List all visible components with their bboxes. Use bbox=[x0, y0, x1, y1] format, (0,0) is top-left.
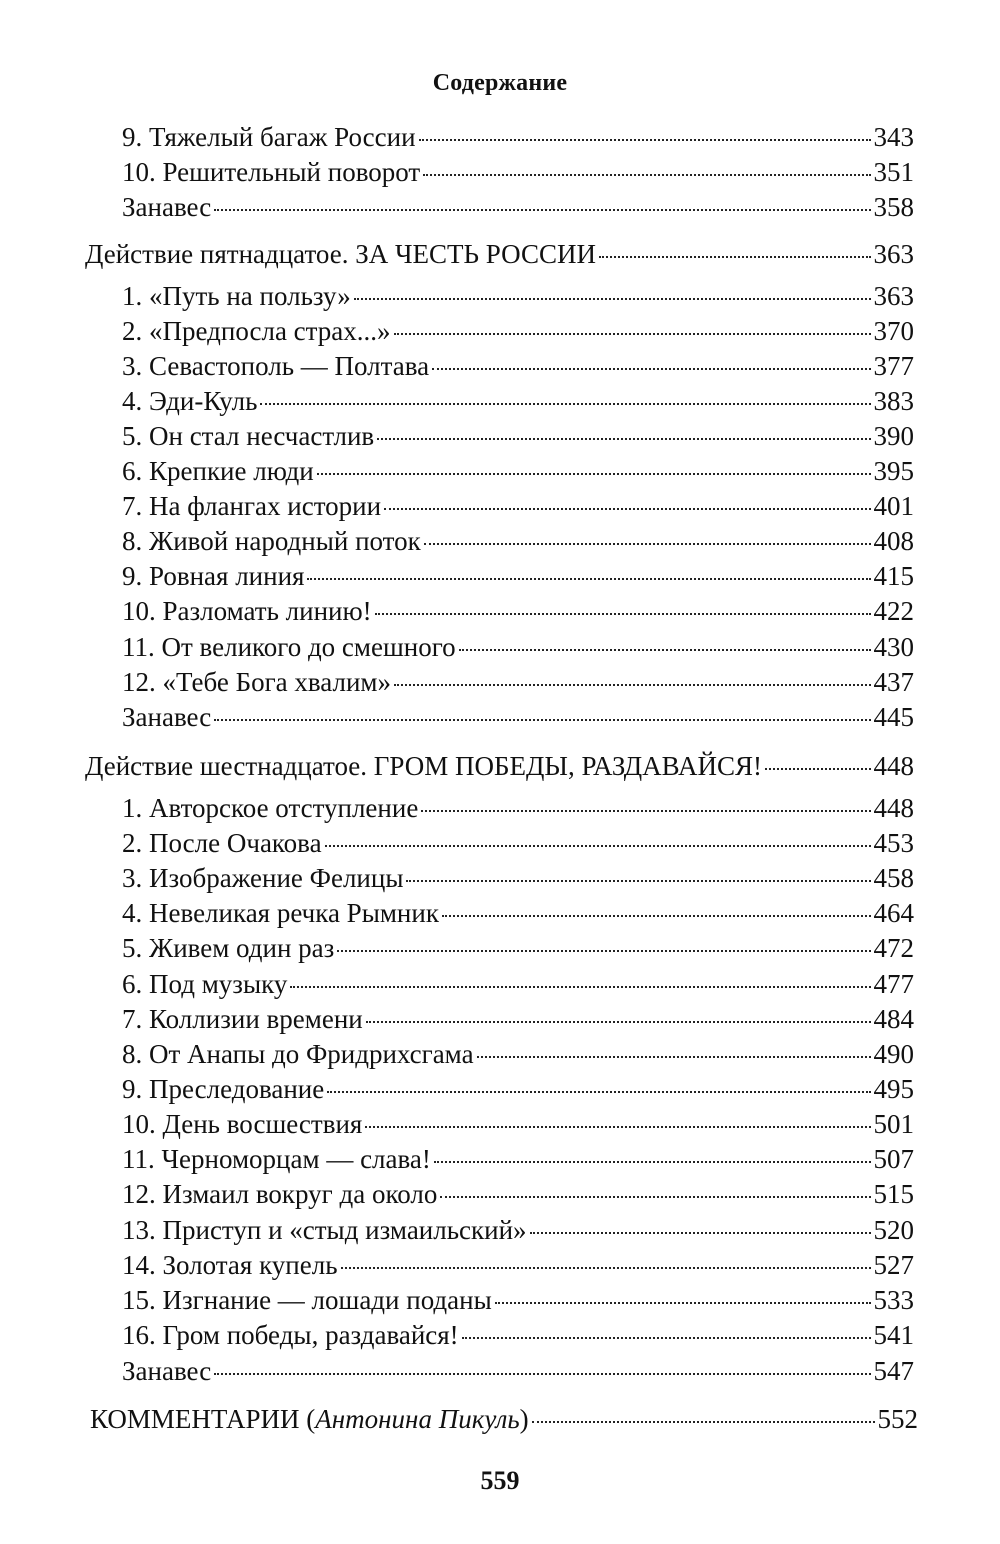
toc-entry-title: 1. «Путь на пользу» bbox=[122, 281, 351, 311]
toc-entry-title: 6. Под музыку bbox=[122, 969, 288, 999]
dot-leader bbox=[377, 437, 870, 440]
toc-entry-page: 358 bbox=[873, 192, 914, 222]
toc-entry-title: 14. Золотая купель bbox=[122, 1250, 338, 1280]
toc-entry-title: 1. Авторское отступление bbox=[122, 793, 419, 823]
toc-entry-page: 527 bbox=[873, 1250, 914, 1280]
toc-entry-title: 10. Решительный поворот bbox=[122, 157, 421, 187]
toc-entry-title: 12. Измаил вокруг да около bbox=[122, 1179, 438, 1209]
dot-leader bbox=[354, 297, 871, 300]
toc-entry bbox=[122, 314, 914, 348]
toc-entry-page: 453 bbox=[873, 828, 914, 858]
toc-entry-page: 484 bbox=[873, 1004, 914, 1034]
toc-entry bbox=[122, 559, 914, 593]
toc-entry-title: 13. Приступ и «стыд измаильский» bbox=[122, 1215, 527, 1245]
toc-entry bbox=[122, 155, 914, 189]
toc-entry-page: 401 bbox=[873, 491, 914, 521]
toc-entry bbox=[122, 1072, 914, 1106]
dot-leader bbox=[327, 1090, 870, 1093]
toc-entry-title: 5. Он стал несчастлив bbox=[122, 421, 375, 451]
dot-leader bbox=[442, 914, 871, 917]
toc-entry-page: 445 bbox=[873, 702, 914, 732]
toc-entry bbox=[122, 1107, 914, 1141]
toc-entry-title: 7. Коллизии времени bbox=[122, 1004, 363, 1034]
toc-entry-title: 9. Преследование bbox=[122, 1074, 325, 1104]
dot-leader bbox=[477, 1055, 871, 1058]
toc-entry-title: Занавес bbox=[122, 1356, 212, 1386]
toc-entry-title: 2. «Предпосла страх...» bbox=[122, 316, 391, 346]
toc-entry bbox=[122, 190, 914, 224]
toc-entry-page: 501 bbox=[873, 1109, 914, 1139]
page-number: 559 bbox=[480, 1466, 520, 1495]
dot-leader bbox=[495, 1301, 871, 1304]
toc-entry-title: 3. Изображение Фелицы bbox=[122, 863, 404, 893]
toc-entry bbox=[122, 1354, 914, 1388]
toc-entry-page: 437 bbox=[873, 667, 914, 697]
toc-entry-title: 6. Крепкие люди bbox=[122, 456, 314, 486]
toc-entry-page: 533 bbox=[873, 1285, 914, 1315]
toc-entry-page: 415 bbox=[873, 561, 914, 591]
running-head-title: Содержание bbox=[432, 70, 568, 96]
dot-leader bbox=[366, 1020, 871, 1023]
toc-entry-title: 4. Эди-Куль bbox=[122, 386, 258, 416]
dot-leader bbox=[384, 507, 870, 510]
toc-entry-title: 8. Живой народный поток bbox=[122, 526, 421, 556]
dot-leader bbox=[394, 332, 871, 335]
toc-entry bbox=[122, 489, 914, 523]
toc-entry-author: Антонина Пикуль bbox=[315, 1404, 520, 1434]
toc-entry bbox=[122, 454, 914, 488]
dot-leader bbox=[260, 402, 870, 405]
dot-leader bbox=[214, 718, 870, 721]
toc-entry bbox=[122, 279, 914, 313]
toc-entry-page: 547 bbox=[873, 1356, 914, 1386]
toc-entry bbox=[122, 967, 914, 1001]
toc-entry bbox=[122, 665, 914, 699]
toc-entry-title: 4. Невеликая речка Рымник bbox=[122, 898, 439, 928]
toc-entry-page: 448 bbox=[873, 793, 914, 823]
toc-entry-title: 7. На флангах истории bbox=[122, 491, 382, 521]
toc-entry-page: 458 bbox=[873, 863, 914, 893]
dot-leader bbox=[459, 648, 871, 651]
toc-entry-title: 10. День восшествия bbox=[122, 1109, 363, 1139]
toc-entry bbox=[122, 1318, 914, 1352]
dot-leader bbox=[214, 208, 870, 211]
toc-entry-page: 363 bbox=[873, 239, 914, 269]
toc-entry bbox=[122, 524, 914, 558]
toc-entry-title: 8. От Анапы до Фридрихсгама bbox=[122, 1039, 474, 1069]
dot-leader bbox=[337, 949, 870, 952]
toc-entry bbox=[122, 1142, 914, 1176]
toc-entry-page: 363 bbox=[873, 281, 914, 311]
dot-leader bbox=[317, 472, 871, 475]
toc-entry-page: 351 bbox=[873, 157, 914, 187]
dot-leader bbox=[341, 1266, 871, 1269]
toc-entry-title: Действие шестнадцатое. ГРОМ ПОБЕДЫ, РАЗДАВАЙСЯ! bbox=[85, 751, 762, 781]
toc-entry bbox=[122, 384, 914, 418]
toc-entry bbox=[122, 1248, 914, 1282]
toc-entry bbox=[122, 630, 914, 664]
toc-entry bbox=[122, 931, 914, 965]
dot-leader bbox=[419, 138, 871, 141]
toc-entry-page: 520 bbox=[873, 1215, 914, 1245]
toc-entry-title: 3. Севастополь — Полтава bbox=[122, 351, 430, 381]
toc-part-heading bbox=[85, 237, 914, 271]
toc-entry bbox=[122, 349, 914, 383]
dot-leader bbox=[421, 809, 870, 812]
toc-entry-title: 2. После Очакова bbox=[122, 828, 322, 858]
toc-entry-page: 515 bbox=[873, 1179, 914, 1209]
toc-entry-page: 377 bbox=[873, 351, 914, 381]
toc-entry-title: 16. Гром победы, раздавайся! bbox=[122, 1320, 459, 1350]
toc-entry-title: 9. Ровная линия bbox=[122, 561, 305, 591]
toc-entry-page: 552 bbox=[877, 1404, 918, 1434]
toc-entry bbox=[122, 1177, 914, 1211]
dot-leader bbox=[406, 879, 870, 882]
dot-leader bbox=[434, 1160, 871, 1163]
toc-entry-page: 390 bbox=[873, 421, 914, 451]
dot-leader bbox=[365, 1125, 870, 1128]
toc-entry bbox=[122, 826, 914, 860]
toc-entry bbox=[122, 896, 914, 930]
toc-entry bbox=[122, 120, 914, 154]
dot-leader bbox=[214, 1372, 870, 1375]
toc-entry-page: 495 bbox=[873, 1074, 914, 1104]
dot-leader bbox=[394, 683, 871, 686]
dot-leader bbox=[530, 1231, 871, 1234]
dot-leader bbox=[375, 612, 871, 615]
toc-part-heading bbox=[85, 749, 914, 783]
toc-entry bbox=[122, 700, 914, 734]
toc-entry-page: 490 bbox=[873, 1039, 914, 1069]
toc-entry bbox=[122, 1283, 914, 1317]
toc-entry-title: Занавес bbox=[122, 702, 212, 732]
toc-entry-page: 507 bbox=[873, 1144, 914, 1174]
toc-commentary-entry bbox=[90, 1402, 918, 1436]
dot-leader bbox=[599, 255, 871, 258]
toc-entry bbox=[122, 1037, 914, 1071]
toc-entry bbox=[122, 594, 914, 628]
toc-entry-page: 472 bbox=[873, 933, 914, 963]
toc-entry-title: 5. Живем один раз bbox=[122, 933, 335, 963]
toc-entry-page: 448 bbox=[873, 751, 914, 781]
toc-entry-page: 383 bbox=[873, 386, 914, 416]
toc-entry-title: 15. Изгнание — лошади поданы bbox=[122, 1285, 492, 1315]
toc-entry-page: 477 bbox=[873, 969, 914, 999]
toc-entry-page: 422 bbox=[873, 596, 914, 626]
toc-entry-page: 430 bbox=[873, 632, 914, 662]
toc-entry bbox=[122, 861, 914, 895]
toc-entry-page: 370 bbox=[873, 316, 914, 346]
toc-entry bbox=[122, 1213, 914, 1247]
toc-entry-title: 11. Черноморцам — слава! bbox=[122, 1144, 431, 1174]
toc-entry-title: 9. Тяжелый багаж России bbox=[122, 122, 416, 152]
toc-entry-page: 408 bbox=[873, 526, 914, 556]
toc-entry-page: 541 bbox=[873, 1320, 914, 1350]
toc-entry-title: Занавес bbox=[122, 192, 212, 222]
toc-entry-title: КОММЕНТАРИИ (Антонина Пикуль) bbox=[90, 1404, 529, 1434]
dot-leader bbox=[462, 1336, 871, 1339]
dot-leader bbox=[432, 367, 870, 370]
dot-leader bbox=[290, 985, 870, 988]
dot-leader bbox=[325, 844, 871, 847]
dot-leader bbox=[532, 1420, 875, 1423]
toc-entry bbox=[122, 791, 914, 825]
toc-entry bbox=[122, 419, 914, 453]
dot-leader bbox=[307, 577, 870, 580]
toc-entry-title: 12. «Тебе Бога хвалим» bbox=[122, 667, 391, 697]
toc-entry-title: Действие пятнадцатое. ЗА ЧЕСТЬ РОССИИ bbox=[85, 239, 596, 269]
toc-entry-page: 464 bbox=[873, 898, 914, 928]
toc-entry-page: 343 bbox=[873, 122, 914, 152]
dot-leader bbox=[424, 542, 871, 545]
dot-leader bbox=[423, 173, 870, 176]
toc-entry-title: 11. От великого до смешного bbox=[122, 632, 456, 662]
dot-leader bbox=[440, 1195, 870, 1198]
toc-entry-page: 395 bbox=[873, 456, 914, 486]
dot-leader bbox=[765, 767, 871, 770]
toc-entry bbox=[122, 1002, 914, 1036]
toc-entry-title: 10. Разломать линию! bbox=[122, 596, 372, 626]
